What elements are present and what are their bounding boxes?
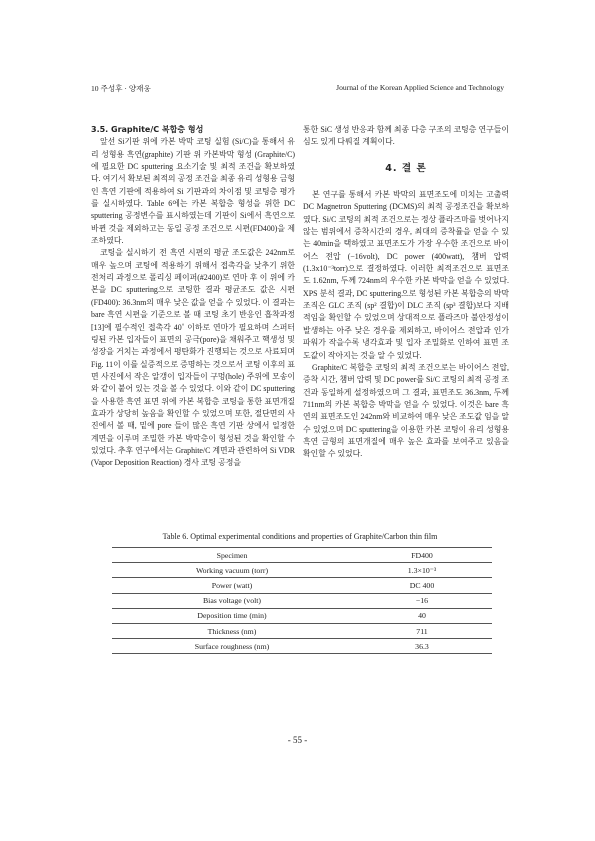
table-cell-value: FD400 — [352, 548, 492, 563]
table-cell-label: Specimen — [112, 548, 352, 563]
left-paragraph-1: 앞선 Si기판 위에 카본 박막 코팅 실험 (Si/C)을 통해서 유리 성형용 흑연(graphite) 기판 위 카본박막 형성 (Graphite/C)에 필요한 DC sputtering 요소기술 및 최적 조건을 확보하였다. 여기서 확보된 최적의 공정 조건을 최종 유리 성형용 금형인 흑연 기판에 적용하여 Si 기판과의 차이점 및 코팅층 평가를 실시하였다. Table 6에는 카본 복합층 형성을 위한 DC sputtering 공정변수를 표시하였는데 기판이 Si에서 흑연으로 바뀐 것을 제외하고는 동일 공정 조건으로 시편(FD400)을 제조하였다. — [91, 137, 295, 246]
table-row — [112, 593, 492, 608]
table-row — [112, 639, 492, 654]
table-cell-label: Deposition time (min) — [112, 608, 352, 623]
table-cell-label: Surface roughness (nm) — [112, 639, 352, 654]
conclusion-paragraph-2: Graphite/C 복합층 코팅의 최적 조건으로는 바이어스 전압, 증착 시간, 챔버 압력 및 DC power를 Si/C 코팅의 최적 공정 조건과 동일하게 설정하였으며 그 결과, 표면조도 36.3nm, 두께 711nm의 카본 복합층 박막을 얻을 수 있었다. 이것은 bare 흑연의 표면조도인 242nm와 비교하여 매우 낮은 조도값 임을 알 수 있었으며 DC sputtering을 이용한 카본 코팅이 유리 성형용 흑연 금형의 표면개질에 매우 높은 효과를 보여주고 있음을 확인할 수 있었다. — [303, 362, 509, 459]
page-number: - 55 - — [287, 735, 308, 745]
table-row — [112, 623, 492, 638]
header-journal-name: Journal of the Korean Applied Science and Technology — [336, 83, 504, 92]
table-cell-value: 40 — [352, 608, 492, 623]
running-header — [91, 83, 504, 97]
header-page-authors: 10 주성후 · 양재웅 — [91, 84, 151, 93]
table-cell-label: Power (watt) — [112, 578, 352, 593]
left-column — [91, 124, 295, 470]
table-cell-value: 36.3 — [352, 639, 492, 654]
table-row — [112, 608, 492, 623]
conditions-table — [112, 547, 492, 654]
conclusion-paragraph-1: 본 연구를 통해서 카본 박막의 표면조도에 미치는 고출력 DC Magnetron Sputtering (DCMS)의 최적 공정조건을 확보하였다. Si/C 코팅의 최적 조건으로는 정상 플라즈마를 벗어나지 않는 범위에서 증착시간의 경우, 최대의 증착률을 얻을 수 있는 40min을 택하였고 표면조도가 가장 우수한 조건으로 바이어스 전압 (−16volt), DC power (400watt), 챔버 압력 (1.3x10⁻³torr)으로 결정하였다. 이러한 최적조건으로 표면조도 1.62nm, 두께 724nm의 우수한 카본 박막을 얻을 수 있었다. XPS 분석 결과, DC sputtering으로 형성된 카본 복합층의 박막조직은 GLC 조직 (sp² 결합)이 DLC 조직 (sp³ 결합)보다 지배적임을 확인할 수 있었으며 상대적으로 플라즈마 불안정성이 발생하는 아주 낮은 경우를 제외하고, 바이어스 전압과 인가 파워가 작을수록 냉각효과 및 입자 조밀화로 인하여 표면 조도값이 작아지는 것을 알 수 있었다. — [303, 190, 509, 360]
right-continued-text: 통한 SiC 생성 반응과 함께 최종 다층 구조의 코팅층 연구들이 심도 있게 다뤄질 계획이다. — [303, 125, 509, 147]
table-cell-value: DC 400 — [352, 578, 492, 593]
table-cell-value: −16 — [352, 593, 492, 608]
section-heading-conclusion: 4. 결 론 — [385, 162, 427, 174]
table-cell-label: Working vacuum (torr) — [112, 563, 352, 578]
section-title-3-5: 3.5. Graphite/C 복합층 형성 — [91, 125, 204, 134]
table-row — [112, 578, 492, 593]
table-6 — [91, 532, 509, 654]
table-caption: Table 6. Optimal experimental conditions and properties of Graphite/Carbon thin film — [162, 532, 438, 541]
table-cell-label: Bias voltage (volt) — [112, 593, 352, 608]
right-column — [303, 124, 509, 461]
table-cell-value: 711 — [352, 623, 492, 638]
table-row — [112, 548, 492, 563]
table-row — [112, 563, 492, 578]
table-cell-label: Thickness (nm) — [112, 623, 352, 638]
left-paragraph-2: 코팅을 실시하기 전 흑연 시편의 평균 조도값은 242nm로 매우 높으며 코팅에 적용하기 위해서 접촉각을 낮추기 위한 전처리 과정으로 폴리싱 페이퍼(#2400)로 연마 후 이 위에 카본을 DC sputtering으로 코팅한 결과 평균조도 값은 시편(FD400): 36.3nm의 매우 낮은 값을 얻을 수 있었다. 이 결과는 bare 흑연 시편을 기준으로 볼 때 코팅 초기 반응인 흡착과정[13]에 필수적인 접촉각 40˚ 이하로 연마가 필요하며 스퍼터링된 카본 입자들이 표면의 공극(pore)을 채워주고 핵생성 및 성장을 거치는 과정에서 평탄화가 진행되는 것으로 사료되며 Fig. 11이 이를 실증적으로 증명하는 것으로서 코팅 이후의 표면 사진에서 작은 알갱이 입자들이 구멍(hole) 주위에 모송이와 같이 붙어 있는 것을 볼 수 있었다. 이와 같이 DC sputtering을 사용한 흑연 표면 위에 카본 복합층 코팅을 통한 표면개질 효과가 상당히 높음을 확인할 수 있었으며 또한, 절단면의 사진에서 볼 때, 밑에 pore 들이 많은 흑연 기판 상에서 일정한 계면을 이루며 조밀한 카본 박막층이 형성된 것을 확인할 수 있었다. 추후 연구에서는 Graphite/C 계면과 관련하여 Si VDR (Vapor Deposition Reaction) 경사 코팅 공정을 — [91, 248, 295, 468]
table-cell-value: 1.3×10⁻³ — [352, 563, 492, 578]
